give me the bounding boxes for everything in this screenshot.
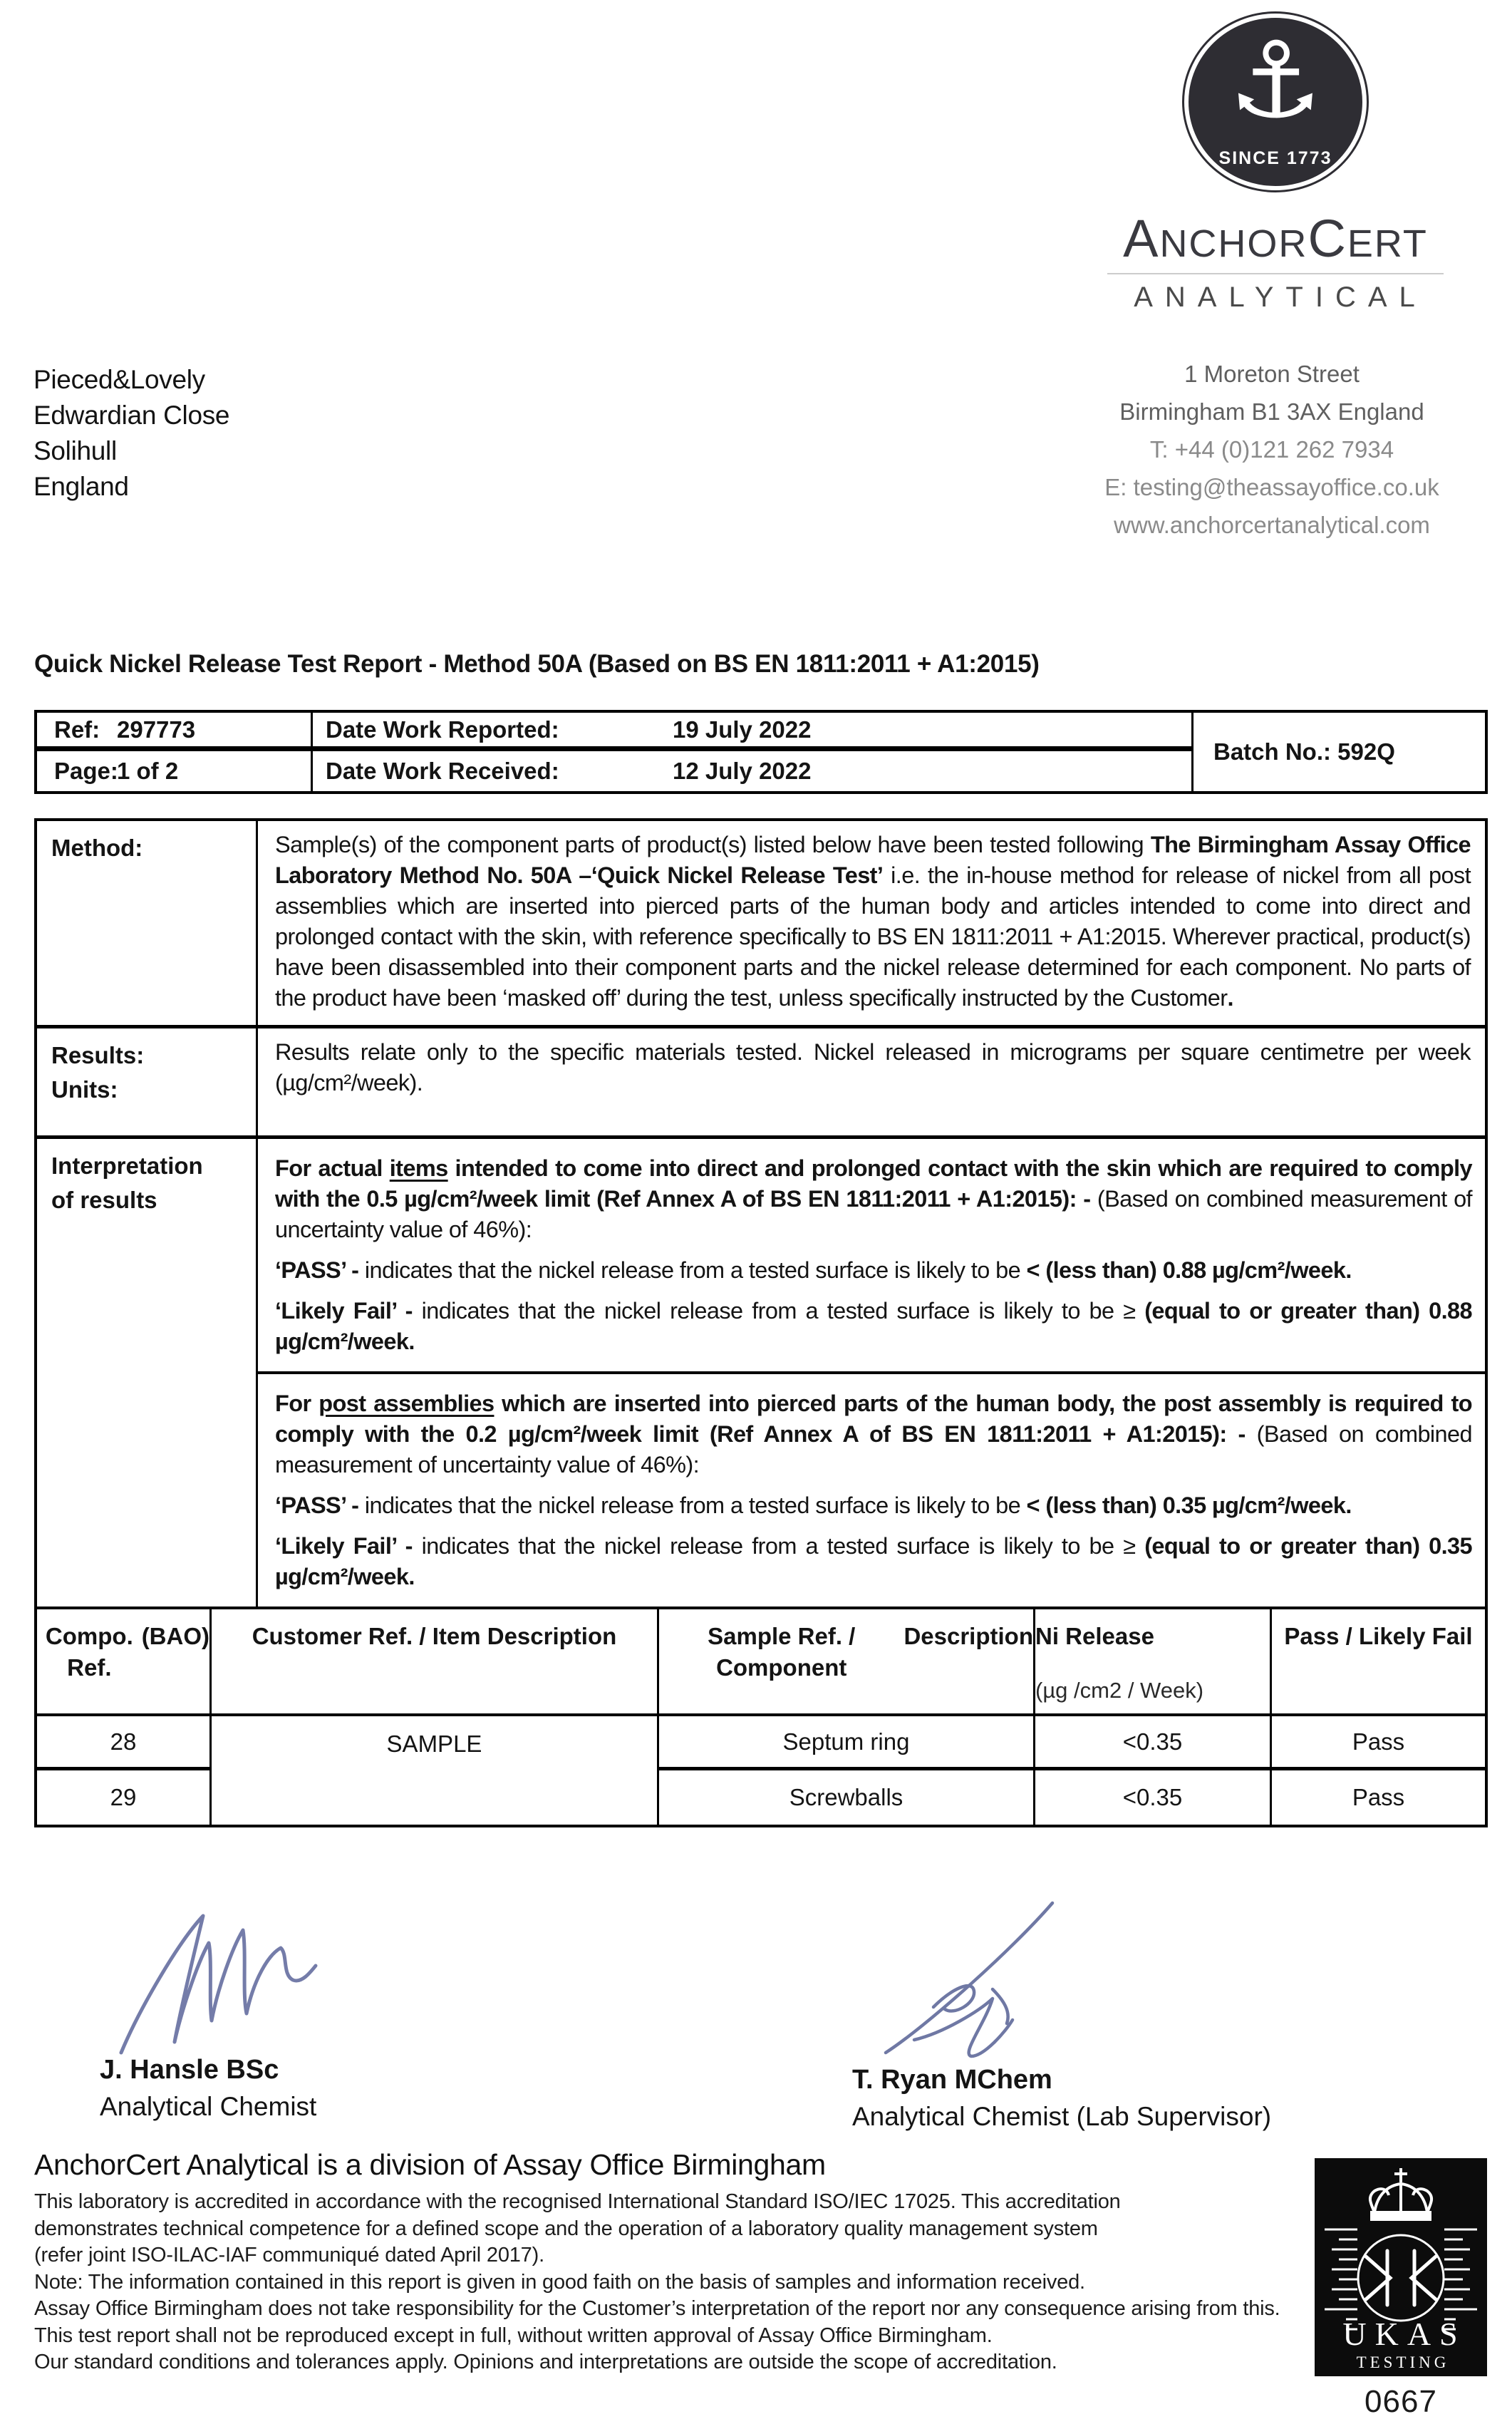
interpretation-box-post-assemblies (258, 1374, 1485, 1607)
method-text: Sample(s) of the component parts of product(s) listed below have been tested following The Birmingham Assay Office Laboratory Method No. 50A –‘Quick Nickel Release Test’ i.e. the in-house method for release of nickel from all post assemblies which are inserted into pierced parts of the human body and articles intended to come into direct and prolonged contact with the skin, with reference specifically to BS EN 1811:2011 + A1:2015. Wherever practical, product(s) have been disassembled into their component parts and the nickel release determined for each component. No parts of the product have been ‘masked off’ during the test, unless specifically instructed by the Customer. (275, 832, 1471, 1011)
date-reported-value: 19 July 2022 (673, 716, 812, 743)
lab-contact-details: T: +44 (0)121 262 7934 E: testing@theassayoffice.co.uk www.anchorcertanalytical.com (1104, 436, 1439, 538)
table-row-cell-ni: <0.35 (1035, 1770, 1272, 1825)
fail-criterion-035: ‘Likely Fail’ - indicates that the nickel release from a tested surface is likely to be ≥ (equal to or greater than) 0.35 µg/cm²/week. (275, 1533, 1473, 1589)
date-received-label: Date Work Received: (326, 758, 559, 784)
header-pass-fail: Pass / Likely Fail (1272, 1609, 1485, 1716)
ref-value: 297773 (117, 716, 196, 743)
header-customer-ref: Customer Ref. / Item Description (212, 1609, 659, 1716)
logo-oval (1182, 11, 1369, 192)
table-row-cell-compo: 28 (37, 1716, 212, 1770)
interpretation-label: Interpretation of results (37, 1139, 258, 1607)
signature-right (866, 1887, 1101, 2066)
method-row (37, 821, 1485, 1028)
ukas-category: TESTING (1356, 2353, 1450, 2371)
footer-heading: AnchorCert Analytical is a division of Assay Office Birmingham (34, 2148, 826, 2181)
table-row-cell-ni: <0.35 (1035, 1716, 1272, 1770)
ukas-number: 0667 (1365, 2384, 1437, 2419)
signature-left (96, 1889, 338, 2067)
ref-label: Ref: (54, 716, 100, 743)
signatory-role: Analytical Chemist (Lab Supervisor) (852, 2102, 1272, 2131)
logo-since-text: SINCE 1773 (1218, 148, 1332, 168)
results-data-table (34, 1607, 1488, 1827)
page-cell (37, 751, 313, 791)
logo-oval-fill (1189, 18, 1362, 186)
table-row-cell-result: Pass (1352, 1784, 1405, 1810)
method-label: Method: (37, 821, 258, 1025)
date-received-value: 12 July 2022 (673, 758, 812, 784)
limit-02-intro: For post assemblies which are inserted into pierced parts of the human body, the post assembly is required to comply with the 0.2 µg/cm²/week limit (Ref Annex A of BS EN 1811:2011 + A1:2015): - (Based on combined measurement of uncertainty value of 46%): (275, 1391, 1472, 1478)
interpretation-box-actual-items (258, 1139, 1485, 1374)
signatory-right (852, 2061, 1271, 2135)
date-received-cell (313, 751, 1193, 791)
interpretation-content (258, 1139, 1485, 1607)
header-sample-ref: Sample Ref. / Component Description (659, 1609, 1035, 1716)
date-reported-label: Date Work Reported: (326, 716, 559, 743)
ref-cell (37, 713, 313, 751)
footer (34, 2148, 1303, 2376)
brand-subtitle: ANALYTICAL (1134, 282, 1427, 313)
signatory-left (100, 2051, 316, 2125)
results-units-row (37, 1028, 1485, 1139)
interpretation-row (37, 1139, 1485, 1607)
table-row-cell-customer: SAMPLE (212, 1716, 659, 1825)
page-value: 1 of 2 (117, 758, 179, 784)
header-ni-release (1035, 1609, 1272, 1716)
date-reported-cell (313, 713, 1193, 751)
anchorcert-logo (1097, 11, 1454, 314)
header-compo-ref: Compo. Ref. (BAO) (37, 1609, 212, 1716)
table-row-cell-result: Pass (1272, 1716, 1485, 1770)
table-row-cell-compo: 29 (37, 1770, 212, 1825)
page-label: Page: (54, 758, 118, 784)
pass-criterion-035: ‘PASS’ - indicates that the nickel release from a tested surface is likely to be < (less than) 0.35 µg/cm²/week. (275, 1492, 1352, 1518)
table-row-cell-sample: Screwballs (659, 1770, 1035, 1825)
ni-release-title: Ni Release (1035, 1623, 1154, 1649)
report-body (34, 650, 1488, 1827)
method-results-table (34, 818, 1488, 1607)
brand-name: ANCHORCERT (1123, 209, 1428, 268)
ukas-wordmark: UKAS (1342, 2316, 1466, 2352)
results-units-label: Results: Units: (37, 1028, 258, 1135)
ukas-accreditation-mark (1315, 2158, 1487, 2420)
results-units-text: Results relate only to the specific materials tested. Nickel released in micrograms per square centimetre per week (µg/cm²/week). (275, 1039, 1471, 1095)
customer-address: Pieced&Lovely Edwardian Close Solihull England (33, 365, 230, 501)
footer-disclaimer: This laboratory is accredited in accordance with the recognised International Standard ISO/IEC 17025. This accreditation demonstrates technical competence for a defined scope and the operation of a laboratory quality management system (refer joint ISO-ILAC-IAF communiqué dated April 2017). Note: The information contained in this report is given in good faith on the basis of samples and information received. Assay Office Birmingham does not take responsibility for the Customer’s interpretation of the report nor any consequence arising from this. This test report shall not be reproduced except in full, without written approval of Assay Office Birmingham. Our standard conditions and tolerances apply. Opinions and interpretations are outside the scope of accreditation. (34, 2190, 1280, 2373)
report-info-table (34, 710, 1488, 794)
signatory-name: T. Ryan MChem (852, 2065, 1052, 2095)
lab-address: 1 Moreton Street Birmingham B1 3AX England (1119, 361, 1424, 425)
anchor-icon: ⚓ (1228, 19, 1323, 142)
lab-contact-block (1104, 355, 1439, 544)
table-row-cell-sample: Septum ring (659, 1716, 1035, 1770)
ni-release-unit: (µg /cm2 / Week) (1035, 1678, 1204, 1703)
signatory-role: Analytical Chemist (100, 2092, 317, 2121)
signatory-name: J. Hansle BSc (100, 2055, 279, 2085)
ukas-testing-logo (1315, 2158, 1487, 2376)
batch-cell: Batch No.: 592Q (1213, 738, 1395, 765)
limit-05-intro: For actual items intended to come into direct and prolonged contact with the skin which are required to comply with the 0.5 µg/cm²/week limit (Ref Annex A of BS EN 1811:2011 + A1:2015): - (Based on combined measurement of uncertainty value of 46%): (275, 1155, 1472, 1242)
fail-criterion-088: ‘Likely Fail’ - indicates that the nickel release from a tested surface is likely to be ≥ (equal to or greater than) 0.88 µg/cm²/week. (275, 1298, 1473, 1354)
pass-criterion-088: ‘PASS’ - indicates that the nickel release from a tested surface is likely to be < (less than) 0.88 µg/cm²/week. (275, 1257, 1352, 1283)
report-title: Quick Nickel Release Test Report - Method 50A (Based on BS EN 1811:2011 + A1:2015) (34, 650, 1040, 678)
brand-divider (1107, 273, 1444, 274)
